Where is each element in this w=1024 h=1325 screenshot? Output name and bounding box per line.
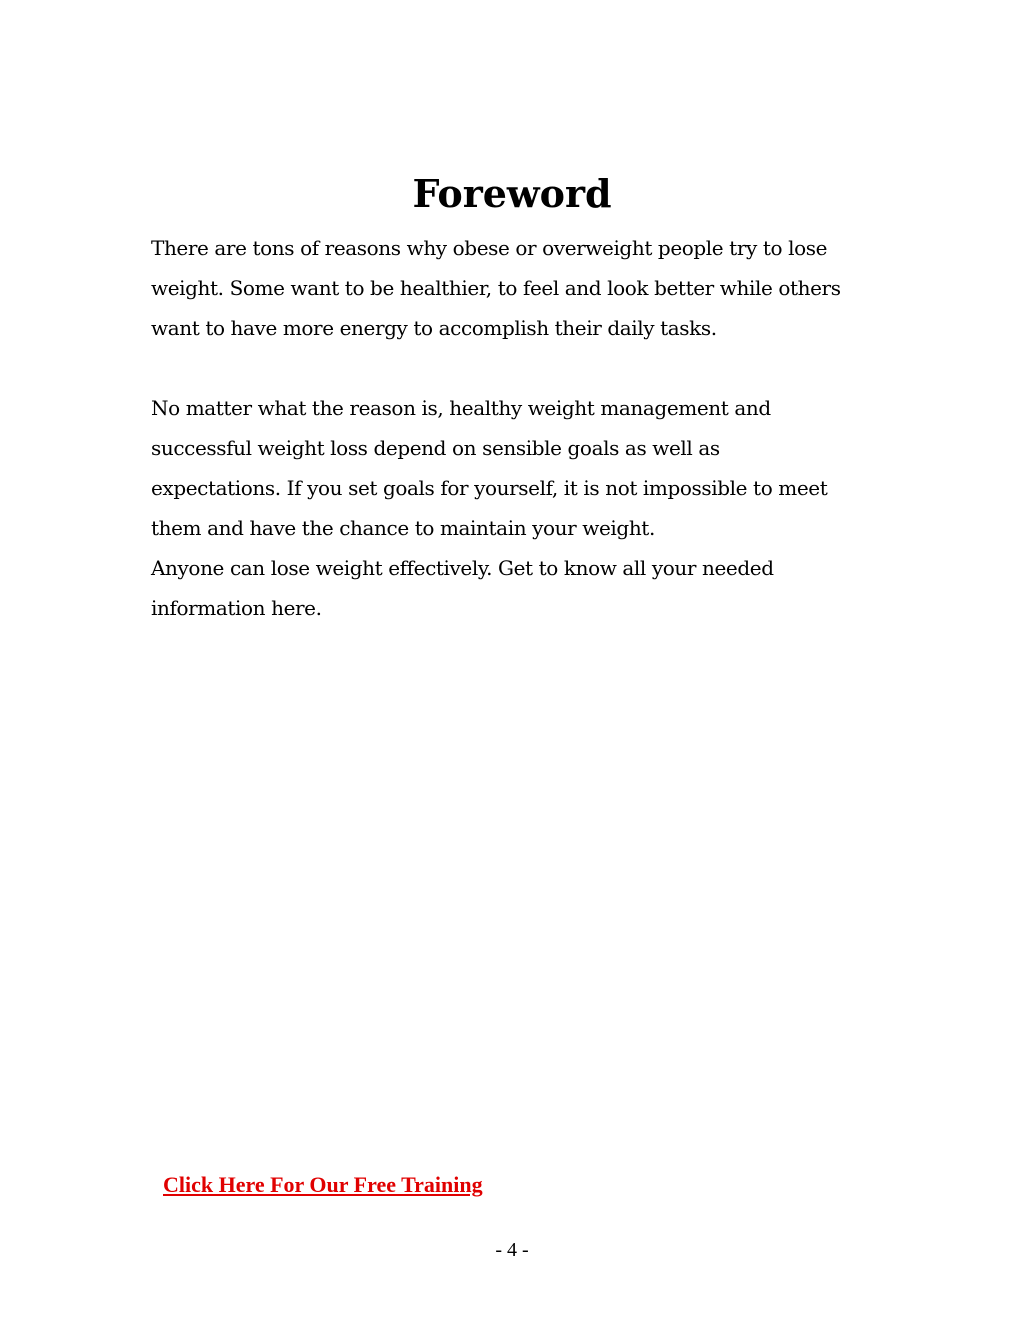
paragraph-2-line-2: successful weight loss depend on sensible goals as well as: [151, 436, 720, 460]
paragraph-1-line-1: There are tons of reasons why obese or overweight people try to lose: [151, 236, 828, 260]
paragraph-2-line-1: No matter what the reason is, healthy weight management and: [151, 396, 771, 420]
paragraph-1-line-3: want to have more energy to accomplish their daily tasks.: [151, 316, 717, 340]
page-title: Foreword: [412, 171, 612, 216]
page-number: - 4 -: [495, 1239, 529, 1261]
foreword-body: [151, 228, 881, 628]
paragraph-2-line-3: expectations. If you set goals for yourself, it is not impossible to meet: [151, 476, 828, 500]
paragraph-1-line-2: weight. Some want to be healthier, to feel and look better while others: [151, 276, 841, 300]
free-training-link[interactable]: Click Here For Our Free Training: [163, 1172, 483, 1197]
paragraph-spacer: [151, 348, 881, 388]
paragraph-2-line-4: them and have the chance to maintain your weight.: [151, 516, 655, 540]
paragraph-3-line-2: information here.: [151, 596, 322, 620]
paragraph-3-line-1: Anyone can lose weight effectively. Get to know all your needed: [151, 556, 774, 580]
